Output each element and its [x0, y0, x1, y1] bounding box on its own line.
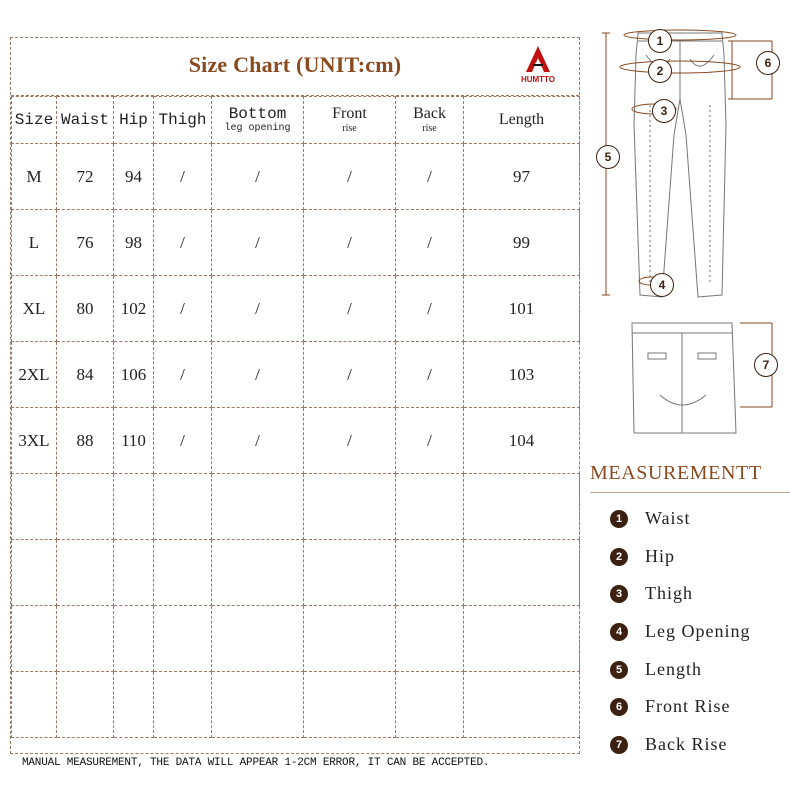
table-cell: /: [212, 210, 304, 276]
table-cell: /: [212, 276, 304, 342]
table-cell: 88: [57, 408, 114, 474]
table-cell: 99: [464, 210, 580, 276]
table-row: [12, 408, 580, 474]
table-cell: /: [396, 276, 464, 342]
legend-label: Length: [645, 658, 702, 679]
table-cell: [114, 606, 154, 672]
table-cell: [464, 540, 580, 606]
table-cell: /: [212, 342, 304, 408]
marker-2-badge: 2: [648, 59, 672, 83]
table-cell: 84: [57, 342, 114, 408]
table-cell: [12, 606, 57, 672]
table-cell: [396, 540, 464, 606]
table-cell: [304, 672, 396, 738]
table-row: [12, 210, 580, 276]
column-header-label: Front: [332, 105, 367, 122]
table-cell: [12, 540, 57, 606]
marker-5-badge: 5: [596, 145, 620, 169]
legend-number-badge: 5: [610, 661, 628, 679]
table-row: [12, 144, 580, 210]
legend-label: Leg Opening: [645, 621, 751, 642]
table-cell: 98: [114, 210, 154, 276]
table-cell: [154, 540, 212, 606]
size-table: [11, 96, 580, 738]
table-cell: [57, 540, 114, 606]
table-cell: [304, 474, 396, 540]
table-cell: [114, 474, 154, 540]
legend-number-badge: 2: [610, 548, 628, 566]
column-header-label: Thigh: [158, 111, 207, 129]
table-row: [12, 672, 580, 738]
legend-divider: [590, 492, 790, 493]
brand-logo: [506, 44, 570, 88]
table-cell: [154, 474, 212, 540]
table-cell: /: [396, 210, 464, 276]
table-row: [12, 474, 580, 540]
legend-label: Back Rise: [645, 734, 728, 755]
table-cell: [396, 474, 464, 540]
table-row: [12, 276, 580, 342]
legend-label: Hip: [645, 545, 675, 566]
table-cell: 110: [114, 408, 154, 474]
table-cell: [464, 672, 580, 738]
table-cell: /: [154, 408, 212, 474]
table-cell: [154, 672, 212, 738]
column-header-size: [12, 97, 57, 144]
legend-number-badge: 3: [610, 585, 628, 603]
legend-label: Waist: [645, 508, 691, 528]
table-cell: [396, 606, 464, 672]
table-cell: 76: [57, 210, 114, 276]
table-cell: /: [304, 342, 396, 408]
table-cell: 94: [114, 144, 154, 210]
logo-a-icon: [506, 44, 570, 76]
table-cell: [12, 672, 57, 738]
table-cell: 104: [464, 408, 580, 474]
table-cell: /: [154, 342, 212, 408]
column-header-label: Bottom: [228, 105, 287, 123]
trousers-diagram: [590, 15, 790, 455]
column-header-bottom: [212, 97, 304, 144]
table-row: [12, 342, 580, 408]
table-cell: [396, 672, 464, 738]
table-row: [12, 606, 580, 672]
table-cell: [154, 606, 212, 672]
column-header-label: Length: [498, 111, 545, 128]
table-cell: /: [212, 144, 304, 210]
column-header-sublabel: rise: [422, 123, 437, 134]
table-cell: /: [304, 144, 396, 210]
table-cell: 97: [464, 144, 580, 210]
column-header-thigh: [154, 97, 212, 144]
table-cell: 3XL: [12, 408, 57, 474]
table-cell: [304, 606, 396, 672]
legend-number-badge: 7: [610, 736, 628, 754]
table-cell: 2XL: [12, 342, 57, 408]
table-cell: 101: [464, 276, 580, 342]
column-header-sublabel: rise: [342, 123, 357, 134]
legend-number-badge: 1: [610, 510, 628, 528]
table-cell: /: [154, 276, 212, 342]
column-header-label: Size: [14, 111, 54, 129]
table-cell: /: [154, 144, 212, 210]
table-cell: 72: [57, 144, 114, 210]
legend-label: Thigh: [645, 583, 693, 604]
table-cell: [57, 672, 114, 738]
legend-number-badge: 6: [610, 698, 628, 716]
table-cell: [464, 606, 580, 672]
column-header-label: Back: [413, 105, 446, 122]
column-header-label: Waist: [60, 111, 109, 129]
table-cell: [12, 474, 57, 540]
table-body: [12, 144, 580, 738]
logo-text: HUMTTO: [520, 75, 556, 84]
column-header-back: [396, 97, 464, 144]
table-cell: 102: [114, 276, 154, 342]
marker-7-badge: 7: [754, 353, 778, 377]
table-cell: [57, 606, 114, 672]
column-header-waist: [57, 97, 114, 144]
column-header-sublabel: leg opening: [224, 123, 291, 134]
legend-title: MEASUREMENTT: [590, 462, 762, 484]
measurement-note: MANUAL MEASUREMENT, THE DATA WILL APPEAR 1-2CM ERROR, IT CAN BE ACCEPTED.: [22, 757, 490, 769]
size-chart-header: [11, 38, 579, 96]
table-cell: /: [304, 276, 396, 342]
trousers-illustration-icon: [590, 15, 790, 455]
table-cell: [464, 474, 580, 540]
table-cell: /: [304, 210, 396, 276]
legend-label: Front Rise: [645, 696, 731, 717]
table-cell: /: [154, 210, 212, 276]
column-header-label: Hip: [119, 111, 148, 129]
table-cell: [212, 606, 304, 672]
table-cell: 103: [464, 342, 580, 408]
marker-6-badge: 6: [756, 51, 780, 75]
table-cell: /: [396, 342, 464, 408]
table-cell: /: [304, 408, 396, 474]
table-cell: M: [12, 144, 57, 210]
table-cell: 80: [57, 276, 114, 342]
column-header-hip: [114, 97, 154, 144]
table-cell: /: [396, 144, 464, 210]
table-cell: /: [212, 408, 304, 474]
table-header-row: [12, 97, 580, 144]
table-cell: L: [12, 210, 57, 276]
column-header-length: [464, 97, 580, 144]
table-cell: [114, 540, 154, 606]
table-cell: [212, 672, 304, 738]
table-cell: [212, 474, 304, 540]
table-cell: [57, 474, 114, 540]
table-cell: [212, 540, 304, 606]
table-cell: XL: [12, 276, 57, 342]
marker-1-badge: 1: [648, 29, 672, 53]
column-header-front: [304, 97, 396, 144]
table-cell: /: [396, 408, 464, 474]
legend-number-badge: 4: [610, 623, 628, 641]
table-cell: [114, 672, 154, 738]
size-chart: [10, 37, 580, 754]
table-row: [12, 540, 580, 606]
size-chart-title: Size Chart (UNIT:cm): [188, 52, 402, 77]
table-cell: [304, 540, 396, 606]
table-cell: 106: [114, 342, 154, 408]
marker-4-badge: 4: [650, 273, 674, 297]
marker-3-badge: 3: [652, 99, 676, 123]
